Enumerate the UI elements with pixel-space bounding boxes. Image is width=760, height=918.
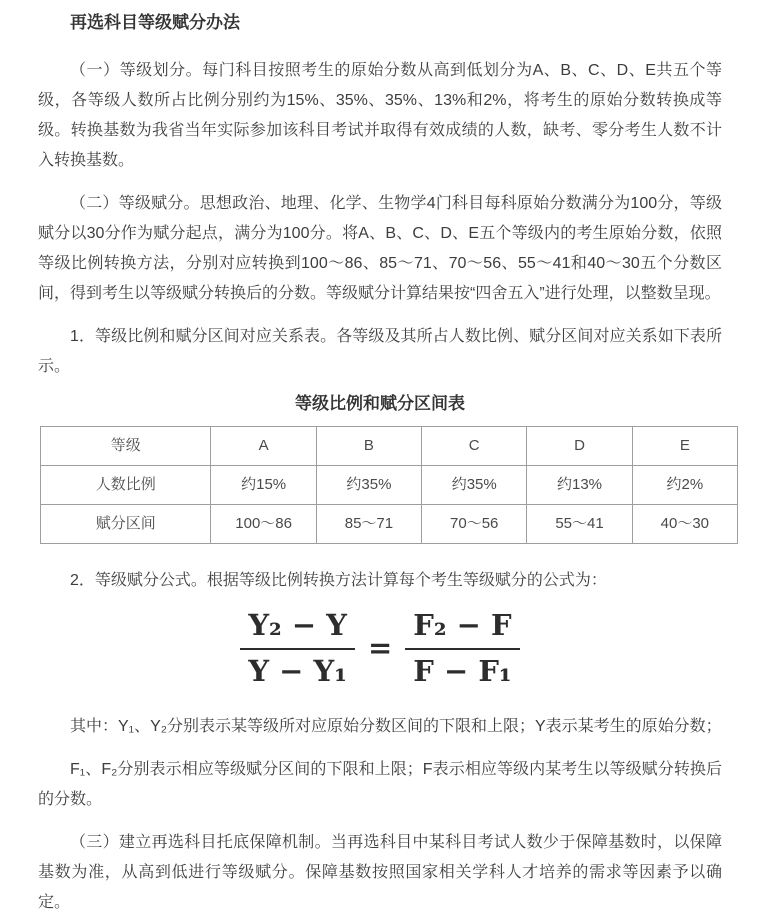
document-title: 再选科目等级赋分办法: [70, 13, 240, 32]
formula-lhs-denominator: Y − Y₁: [248, 653, 347, 688]
table-header-score-range-label: 赋分区间: [41, 505, 211, 544]
table-cell-proportion-b: 约35%: [316, 466, 421, 505]
table-row-proportion: [41, 466, 738, 505]
table-cell-score-range-e: 40～30: [632, 505, 737, 544]
table-header-grade-label: 等级: [41, 427, 211, 466]
formula-lhs-fraction: [240, 610, 355, 688]
paragraph-table-intro: 1．等级比例和赋分区间对应关系表。各等级及其所占人数比例、赋分区间对应关系如下表所示。: [38, 328, 722, 375]
table-header-proportion-label: 人数比例: [41, 466, 211, 505]
table-cell-proportion-a: 约15%: [211, 466, 316, 505]
formula-equals-sign: =: [367, 630, 393, 665]
table-cell-proportion-c: 约35%: [422, 466, 527, 505]
table-cell-grade-c: C: [422, 427, 527, 466]
grade-ratio-table: [40, 426, 738, 544]
formula-rhs-numerator: F₂ − F: [405, 610, 519, 650]
paragraph-grade-scoring: （二）等级赋分。思想政治、地理、化学、生物学4门科目每科原始分数满分为100分，等级赋分以30分作为赋分起点，满分为100分。将A、B、C、D、E五个等级内的考生原始分数，依照等级比例转换方法，分别对应转换到100～86、85～71、70～56、55～41和40～30五个分数区间，得到考生以等级赋分转换后的分数。等级赋分计算结果按“四舍五入”进行处理，以整数呈现。: [38, 195, 722, 302]
table-cell-proportion-d: 约13%: [527, 466, 632, 505]
table-row-score-range: [41, 505, 738, 544]
table-cell-proportion-e: 约2%: [632, 466, 737, 505]
formula-rhs-denominator: F − F₁: [413, 653, 512, 688]
formula-lhs-numerator: Y₂ − Y: [240, 610, 355, 650]
table-title: 等级比例和赋分区间表: [295, 394, 465, 413]
formula-rhs-fraction: [405, 610, 519, 688]
paragraph-formula-intro: 2．等级赋分公式。根据等级比例转换方法计算每个考生等级赋分的公式为：: [70, 572, 607, 589]
paragraph-y-definition: 其中：Y₁、Y₂分别表示某等级所对应原始分数区间的下限和上限；Y表示某考生的原始分数；: [70, 717, 722, 735]
table-cell-score-range-c: 70～56: [422, 505, 527, 544]
paragraph-grade-division: （一）等级划分。每门科目按照考生的原始分数从高到低划分为A、B、C、D、E共五个等级，各等级人数所占比例分别约为15%、35%、35%、13%和2%，将考生的原始分数转换成等级。转换基数为我省当年实际参加该科目考试并取得有效成绩的人数，缺考、零分考生人数不计入转换基数。: [38, 62, 722, 169]
paragraph-guarantee-mechanism: （三）建立再选科目托底保障机制。当再选科目中某科目考试人数少于保障基数时，以保障基数为准，从高到低进行等级赋分。保障基数按照国家相关学科人才培养的需求等因素予以确定。: [38, 833, 722, 911]
table-row-grades: [41, 427, 738, 466]
table-cell-score-range-a: 100～86: [211, 505, 316, 544]
table-cell-score-range-d: 55～41: [527, 505, 632, 544]
table-cell-grade-d: D: [527, 427, 632, 466]
table-cell-grade-e: E: [632, 427, 737, 466]
table-cell-score-range-b: 85～71: [316, 505, 421, 544]
grade-conversion-formula: [38, 610, 722, 688]
paragraph-f-definition: F₁、F₂分别表示相应等级赋分区间的下限和上限；F表示相应等级内某考生以等级赋分转换后的分数。: [38, 760, 722, 808]
table-cell-grade-a: A: [211, 427, 316, 466]
table-cell-grade-b: B: [316, 427, 421, 466]
